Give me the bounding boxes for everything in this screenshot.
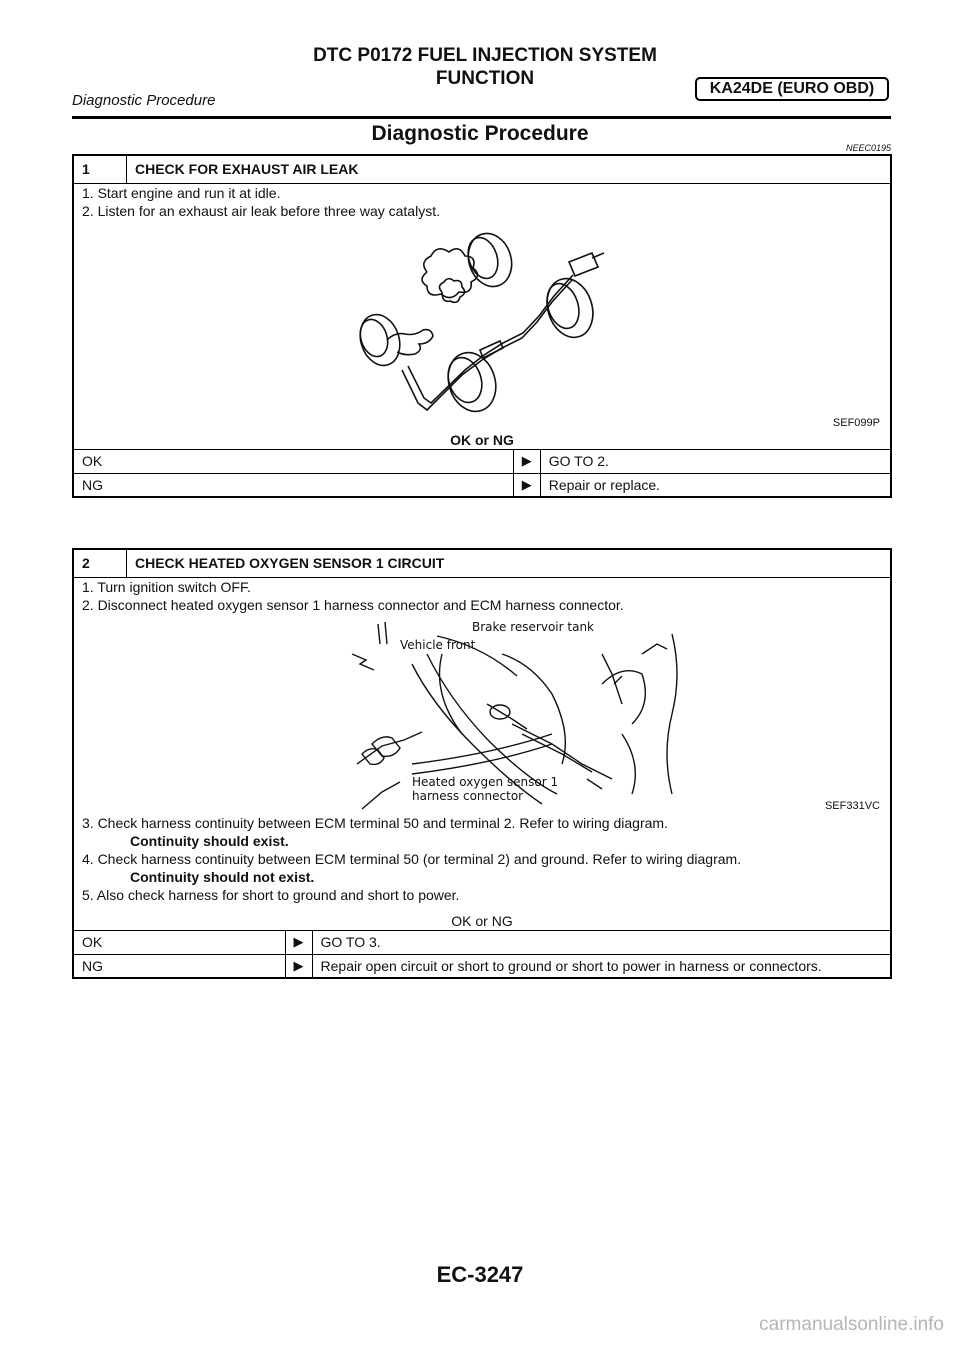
arrow-right-icon: ▶ [513,449,540,473]
exhaust-leak-figure [82,220,882,431]
section-title: Diagnostic Procedure [371,122,589,145]
step-body [73,577,891,930]
figure-label-brake-tank: Brake reservoir tank [472,619,594,634]
step-title: CHECK FOR EXHAUST AIR LEAK [127,155,892,183]
result-row-ng [73,473,891,497]
result-action: Repair or replace. [540,473,891,497]
step-number: 2 [73,549,127,577]
figure-label-connector: harness connector [412,788,524,803]
figure-label-sensor: Heated oxygen sensor 1 [412,774,559,789]
result-action: GO TO 2. [540,449,891,473]
header-subtitle: Diagnostic Procedure [72,92,216,109]
result-label: NG [73,954,285,978]
figure-label-vehicle-front: Vehicle front [400,637,476,652]
ok-or-ng-label: OK or NG [450,431,514,448]
engine-badge: KA24DE (EURO OBD) [695,77,889,101]
sensor-location-illustration [82,614,882,814]
arrow-right-icon: ▶ [513,473,540,497]
result-action: Repair open circuit or short to ground or short to power in harness or connectors. [312,954,891,978]
result-action: GO TO 3. [312,930,891,954]
step-title: CHECK HEATED OXYGEN SENSOR 1 CIRCUIT [127,549,892,577]
instruction-line: 3. Check harness continuity between ECM terminal 50 and terminal 2. Refer to wiring diagram. [82,814,668,831]
watermark: carmanualsonline.info [759,1314,944,1335]
result-row-ok [73,449,891,473]
result-row-ng [73,954,891,978]
expected-result: Continuity should exist. [130,832,289,849]
page-number: EC-3247 [436,1262,524,1287]
instruction-line: 4. Check harness continuity between ECM terminal 50 (or terminal 2) and ground. Refer to wiring diagram. [82,850,742,867]
instruction-line: 2. Listen for an exhaust air leak before three way catalyst. [82,202,440,219]
result-label: OK [73,930,285,954]
instruction-line: 1. Turn ignition switch OFF. [82,578,251,595]
header-title-line1: DTC P0172 FUEL INJECTION SYSTEM [313,45,657,66]
sensor-connector-figure [82,614,882,814]
figure-code: SEF099P [832,416,880,429]
result-row-ok [73,930,891,954]
step-number: 1 [73,155,127,183]
step-1-table [72,154,892,498]
expected-result: Continuity should not exist. [130,868,315,885]
header-title-line2: FUNCTION [435,68,535,89]
result-label: OK [73,449,513,473]
result-label: NG [73,473,513,497]
exhaust-system-illustration [82,220,882,431]
ok-or-ng-label: OK or NG [451,912,513,929]
instruction-line: 5. Also check harness for short to ground and short to power. [82,886,460,903]
section-code: NEEC0195 [845,143,891,153]
figure-code: SEF331VC [824,799,880,812]
header-title [260,44,710,90]
header-rule [72,116,891,119]
step-body [73,183,891,449]
arrow-right-icon: ▶ [285,930,312,954]
step-2-table [72,548,892,979]
arrow-right-icon: ▶ [285,954,312,978]
instruction-line: 1. Start engine and run it at idle. [82,184,281,201]
instruction-line: 2. Disconnect heated oxygen sensor 1 harness connector and ECM harness connector. [82,596,624,613]
